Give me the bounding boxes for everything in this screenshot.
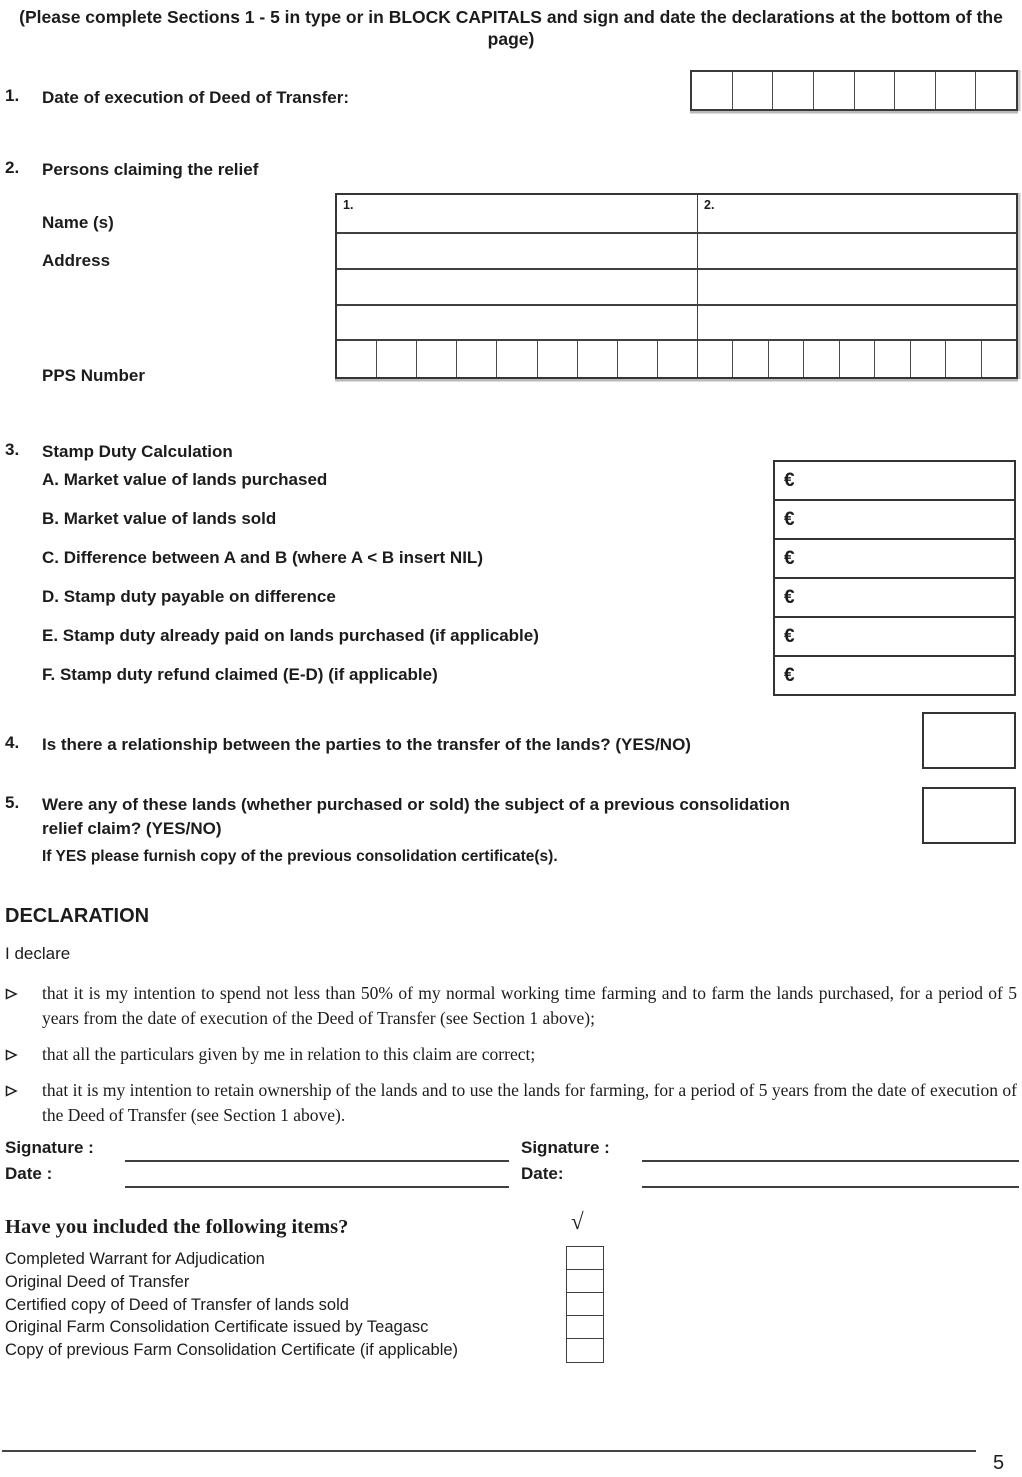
person2-pps-cell[interactable] [732,341,767,377]
stamp-duty-item-label-c: C. Difference between A and B (where A < B insert NIL) [42,547,483,567]
date-cell[interactable] [894,72,935,109]
person2-pps-cell[interactable] [945,341,980,377]
signature-line-right[interactable] [642,1136,1019,1162]
checklist-checkboxes [566,1246,604,1363]
person1-column-number: 1. [343,198,354,212]
arrowhead-bullet-icon [5,981,42,1031]
stamp-duty-item-label-d: D. Stamp duty payable on difference [42,586,336,606]
footer-divider [2,1450,976,1452]
section3-label: Stamp Duty Calculation [42,442,233,461]
person1-address-cell-1[interactable] [337,234,698,268]
section1-label: Date of execution of Deed of Transfer: [42,88,349,107]
stamp-duty-item-labels [42,460,752,694]
checklist-items [5,1248,560,1362]
checklist-heading: Have you included the following items? [5,1216,349,1238]
date-cell[interactable] [692,72,732,109]
section5-number: 5. [5,793,20,812]
checklist-checkbox[interactable] [566,1315,604,1340]
person1-name-cell[interactable] [337,195,698,232]
stamp-duty-amount-box-f[interactable] [773,655,1016,696]
person2-pps-grid [698,341,1016,377]
stamp-duty-amount-box-c[interactable] [773,538,1016,579]
checklist-item-label: Original Deed of Transfer [5,1272,190,1291]
person2-pps-cell[interactable] [803,341,838,377]
person1-pps-cell[interactable] [577,341,617,377]
arrowhead-bullet-icon [5,1042,42,1067]
euro-sign: € [784,664,795,686]
stamp-duty-amount-box-b[interactable] [773,499,1016,540]
date-cell[interactable] [935,72,976,109]
date-row [0,1162,1022,1188]
section4-label: Is there a relationship between the parties to the transfer of the lands? (YES/NO) [42,735,691,754]
person2-pps-cell[interactable] [910,341,945,377]
checklist-item-label: Completed Warrant for Adjudication [5,1250,265,1268]
declaration-bullet [5,981,1017,1031]
pps-number-row [337,339,1016,377]
declaration-bullets [5,981,1017,1139]
stamp-duty-amount-box-d[interactable] [773,577,1016,618]
date-of-execution-grid[interactable] [690,70,1018,111]
declaration-bullet [5,1078,1017,1128]
euro-sign: € [784,625,795,647]
stamp-duty-item-label-f: F. Stamp duty refund claimed (E-D) (if applicable) [42,664,438,684]
pps-row-label: PPS Number [42,366,145,385]
person1-address-cell-3[interactable] [337,306,698,339]
stamp-duty-amount-box-e[interactable] [773,616,1016,657]
declaration-bullet-text: that it is my intention to spend not less than 50% of my normal working time farming and to farm the lands purchased, for a period of 5 years from the date of execution of the Deed of Transfer (see Section 1 above); [42,983,1017,1028]
stamp-duty-item-label-e: E. Stamp duty already paid on lands purchased (if applicable) [42,625,539,645]
date-cell[interactable] [772,72,813,109]
address-row-label: Address [42,251,111,270]
section4-number: 4. [5,733,20,752]
person1-pps-cell[interactable] [416,341,456,377]
section5-note: If YES please furnish copy of the previous consolidation certificate(s). [42,848,558,865]
declaration-intro: I declare [5,944,71,963]
date-label-right: Date: [521,1164,564,1183]
person1-pps-grid [337,341,698,377]
persons-address-row-3 [337,304,1016,339]
person1-address-cell-2[interactable] [337,270,698,304]
date-cell[interactable] [813,72,854,109]
persons-address-row-2 [337,268,1016,304]
euro-sign: € [784,586,795,608]
stamp-duty-item-label-a: A. Market value of lands purchased [42,469,328,489]
person2-pps-cell[interactable] [768,341,803,377]
section5-label: Were any of these lands (whether purchased or sold) the subject of a previous consolidation relief claim? (YES/NO) [42,795,790,838]
persons-address-row-1 [337,232,1016,268]
header-instruction: (Please complete Sections 1 - 5 in type or in BLOCK CAPITALS and sign and date the declarations at the bottom of the page) [19,7,1003,50]
euro-sign: € [784,547,795,569]
checklist-item-label: Copy of previous Farm Consolidation Certificate (if applicable) [5,1341,459,1360]
date-line-right[interactable] [642,1162,1019,1188]
tick-icon: √ [571,1209,584,1234]
person1-pps-cell[interactable] [456,341,496,377]
person1-pps-cell[interactable] [617,341,657,377]
signature-label-left: Signature : [5,1138,94,1157]
person1-pps-cell[interactable] [376,341,416,377]
signature-line-left[interactable] [125,1136,509,1162]
date-cell[interactable] [975,72,1016,109]
declaration-bullet-text: that it is my intention to retain ownership of the lands and to use the lands for farming, for a period of 5 years from the date of execution of the Deed of Transfer (see Section 1 above). [42,1080,1017,1125]
date-cell[interactable] [854,72,895,109]
section1-number: 1. [5,86,20,105]
date-line-left[interactable] [125,1162,509,1188]
stamp-duty-item-label-b: B. Market value of lands sold [42,508,277,528]
signature-row [0,1136,1022,1162]
declaration-bullet [5,1042,1017,1067]
section2-label: Persons claiming the relief [42,160,259,179]
signature-label-right: Signature : [521,1138,610,1157]
persons-name-row [337,195,1016,232]
checklist-checkbox[interactable] [566,1292,604,1317]
persons-table [335,193,1018,379]
declaration-bullet-text: that all the particulars given by me in relation to this claim are correct; [42,1044,536,1064]
person2-pps-cell[interactable] [981,341,1016,377]
previous-claim-yesno-box[interactable] [922,787,1016,844]
section3-number: 3. [5,440,20,459]
person2-address-cell-3[interactable] [698,306,1016,339]
person2-pps-cell[interactable] [839,341,874,377]
euro-sign: € [784,508,795,530]
person2-address-cell-2[interactable] [698,270,1016,304]
person2-pps-cell[interactable] [874,341,909,377]
checklist-item-label: Original Farm Consolidation Certificate issued by Teagasc [5,1318,429,1337]
stamp-duty-amount-box-a[interactable] [773,460,1016,501]
declaration-heading: DECLARATION [5,905,150,927]
person2-pps-cell[interactable] [698,341,732,377]
person1-pps-cell[interactable] [337,341,376,377]
person2-name-cell[interactable] [698,195,1016,232]
checklist-checkbox[interactable] [566,1269,604,1294]
date-cell[interactable] [732,72,773,109]
person1-pps-cell[interactable] [537,341,577,377]
checklist-item-label: Certified copy of Deed of Transfer of lands sold [5,1295,349,1314]
person1-pps-cell[interactable] [657,341,697,377]
euro-sign: € [784,469,795,491]
person2-column-number: 2. [704,198,715,212]
person2-address-cell-1[interactable] [698,234,1016,268]
date-label-left: Date : [5,1164,53,1183]
stamp-duty-amount-boxes [773,460,1016,696]
arrowhead-bullet-icon [5,1078,42,1128]
section2-number: 2. [5,158,20,177]
checklist-checkbox[interactable] [566,1338,604,1363]
relationship-yesno-box[interactable] [922,712,1016,769]
page-number: 5 [993,1452,1005,1474]
name-row-label: Name (s) [42,213,114,232]
checklist-checkbox[interactable] [566,1246,604,1271]
person1-pps-cell[interactable] [496,341,536,377]
